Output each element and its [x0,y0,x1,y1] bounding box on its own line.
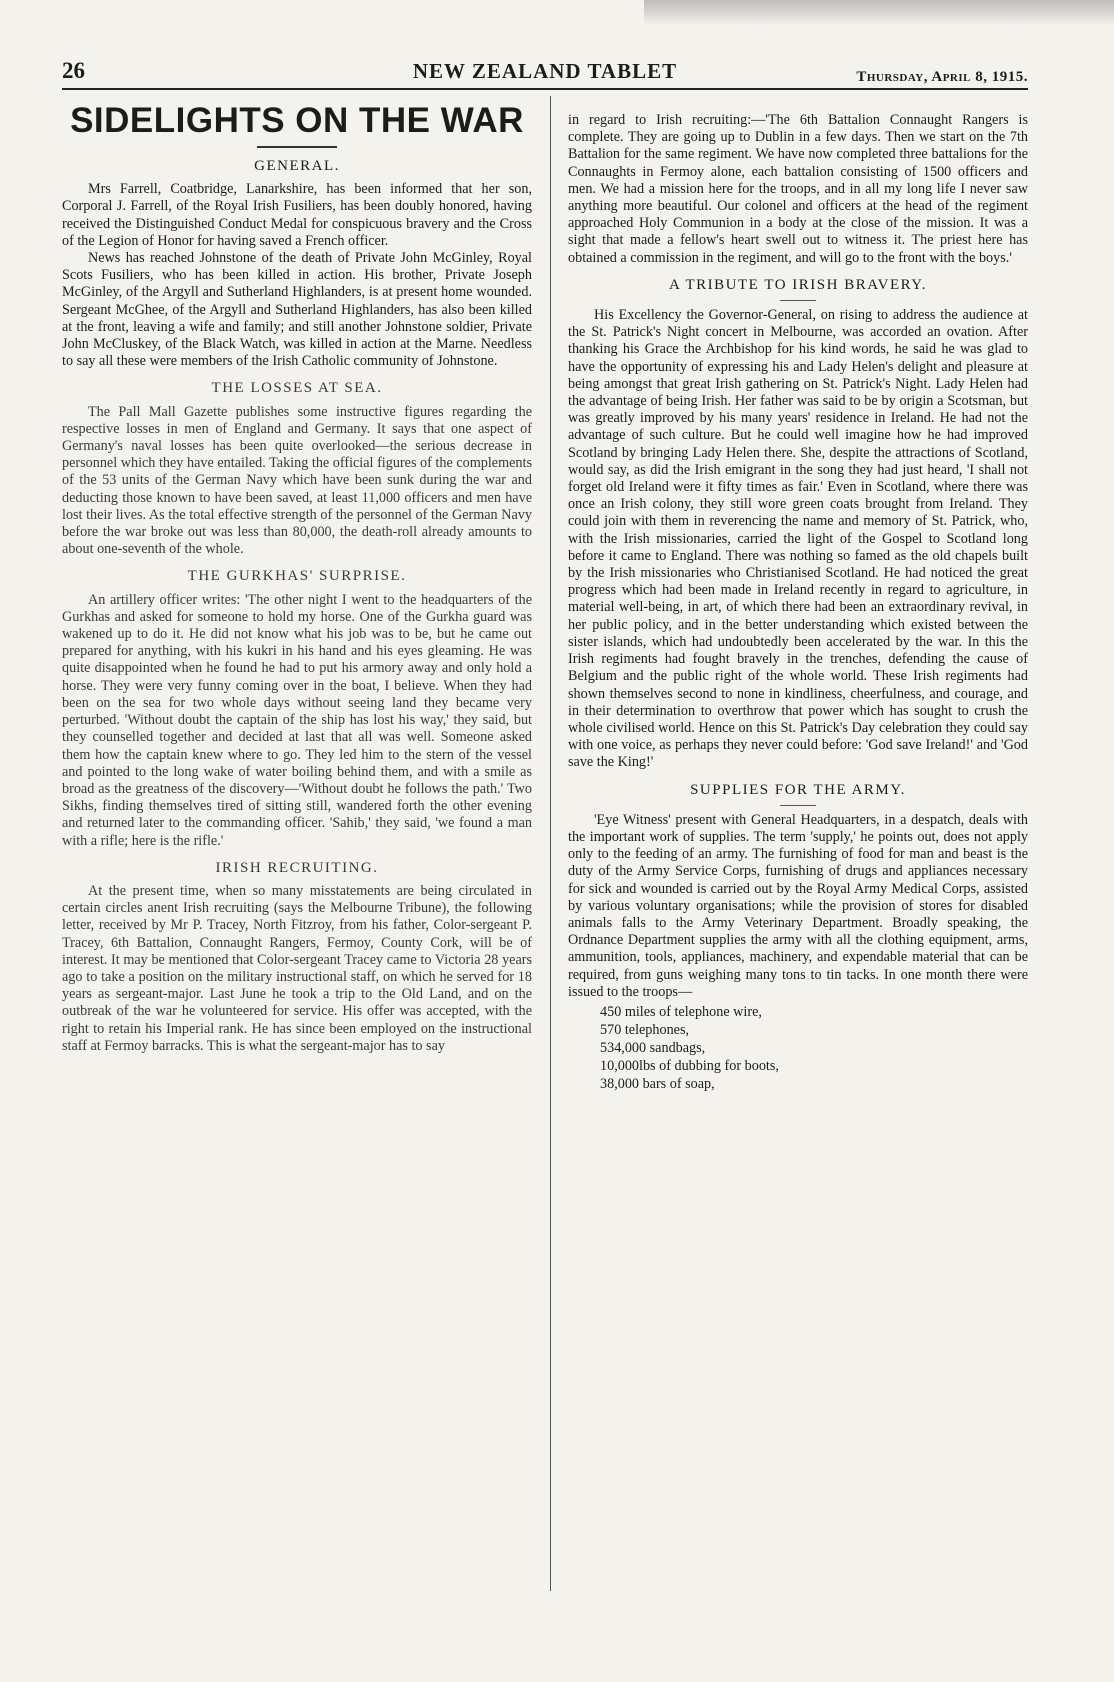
section-heading-supplies-for-army: SUPPLIES FOR THE ARMY. [690,781,906,798]
page-header [62,58,1028,90]
section-heading-irish-recruiting: IRISH RECRUITING. [215,859,379,876]
list-item: 570 telephones, [600,1021,690,1038]
list-item: 38,000 bars of soap, [600,1075,715,1092]
title-rule [257,146,337,148]
right-column [568,112,1028,1093]
column-divider [550,96,551,1591]
issue-date: Thursday, April 8, 1915. [856,69,1028,85]
list-item: 10,000lbs of dubbing for boots, [600,1057,779,1074]
paragraph: The Pall Mall Gazette publishes some instructive figures regarding the respective losses in men of England and Germany. It says that one aspect of Germany's naval losses has been quite overlooked—the serious decrease in personnel which they have entailed. Taking the official figures of the complements of the 53 units of the German Navy which have been sunk during the war and deducting those known to have been saved, at least 11,000 officers and men have lost their lives. As the total effective strength of the personnel of the German Navy before the war broke out was less than 80,000, the death-roll already amounts to about one-seventh of the whole. [62,403,532,558]
section-heading-losses-at-sea: THE LOSSES AT SEA. [211,380,383,397]
section-heading-gurkhas-surprise: THE GURKHAS' SURPRISE. [187,568,407,585]
paragraph: News has reached Johnstone of the death of Private John McGinley, Royal Scots Fusiliers, who has been killed in action. His brother, Private Joseph McGinley, of the Argyll and Sutherland Highlanders, is at present home wounded. Sergeant McGhee, of the Argyll and Sutherland Highlanders, has also been killed at the front, leaving a wife and family; and still another Johnstone soldier, Private John McCluskey, of the Black Watch, was killed in action at the Marne. Needless to say all these were members of the Irish Catholic community of Johnstone. [62,250,532,370]
article-title: SIDELIGHTS ON THE WAR [70,101,524,140]
paragraph: Mrs Farrell, Coatbridge, Lanarkshire, has been informed that her son, Corporal J. Farrell, of the Royal Irish Fusiliers, has been doubly honored, having received the Distinguished Conduct Medal for conspicuous bravery and the Cross of the Legion of Honor for having saved a French officer. [62,181,532,249]
list-item: 534,000 sandbags, [600,1039,706,1056]
list-item: 450 miles of telephone wire, [600,1003,762,1020]
page-number: 26 [62,58,85,83]
section-heading-tribute-irish-bravery: A TRIBUTE TO IRISH BRAVERY. [669,276,927,293]
section-rule [780,805,816,806]
left-column [62,98,532,1055]
supplies-list [600,1003,1028,1093]
paragraph: 'Eye Witness' present with General Headquarters, in a despatch, deals with the important work of supplies. The term 'supply,' he points out, does not apply only to the feeding of an army. The furnishing of food for man and beast is the duty of the Army Service Corps, furnishing of drugs and appliances necessary for sick and wounded is carried out by the Royal Army Medical Corps, assisted by various voluntary organisations; while the provision of stores for disabled animals falls to the Army Veterinary Department. Broadly speaking, the Ordnance Department supplies the army with all the clothing equipment, arms, ammunition, tools, appliances, machinery, and expendable material that can be required, from guns weighing many tons to tin tacks. In one month there were issued to the troops— [568,811,1028,1000]
paragraph-continued: in regard to Irish recruiting:—'The 6th Battalion Connaught Rangers is complete. They are going up to Dublin in a few days. Then we start on the 7th Battalion for the same regiment. We have now completed three battalions for the Connaughts in Fermoy alone, each battalion consisting of 1500 officers and men. We had a mission here for the troops, and in all my long life I never saw anything more beautiful. Our colonel and officers at the head of the regiment approached Holy Communion in a body at the close of the mission. It was a sight that made a fellow's heart swell out to witness it. The priest here has obtained a commission in the regiment, and will go to the front with the boys.' [568,112,1028,266]
paragraph: At the present time, when so many misstatements are being circulated in certain circles anent Irish recruiting (says the Melbourne Tribune), the following letter, received by Mr P. Tracey, North Fitzroy, from his father, Color-sergeant P. Tracey, 6th Battalion, Connaught Rangers, Fermoy, County Cork, will be of interest. It may be mentioned that Color-sergeant Tracey came to Victoria 28 years ago to take a position on the military instructional staff, on which he served for 18 years as sergeant-major. Last June he took a trip to the Old Land, and on the outbreak of the war he volunteered for service. His offer was accepted, with the right to retain his Imperial rank. He has since been employed on the instructional staff at Fermoy barracks. This is what the sergeant-major has to say [62,882,532,1054]
scan-shadow [644,0,1114,26]
section-rule [780,300,816,301]
paragraph: His Excellency the Governor-General, on rising to address the audience at the St. Patrick's Night concert in Melbourne, was accorded an ovation. After thanking his Grace the Archbishop for his kind words, he said he was glad to have the opportunity of expressing his and Lady Helen's delight and pleasure at being amongst that great Irish gathering on St. Patrick's Night. Lady Helen had the advantage of being Irish. Her father was said to be by origin a Scotsman, but was greatly improved by his many years' residence in Ireland. He had not the advantage of such culture. But he could well imagine how he had improved Scotland by bringing Lady Helen there. She, despite the attractions of Scotland, would say, as did the Irish emigrant in the song they had just heard, 'I shall not forget old Ireland were it fifty times as fair.' Even in Scotland, where there was once an Irish colony, they still wore green coats brought from Ireland. They could join with them in reverencing the name and memory of St. Patrick, who, with the Irish missionaries, carried the light of the Gospel to Scotland long before it came to England. There was nothing so famed as the old chapels built by the Irish missionaries who Christianised Scotland. He had noticed the great progress which had been made in Ireland recently in regard to agriculture, in material well-being, in art, of which there had been an extraordinary revival, in her public policy, and in the better understanding which existed between the sister islands, which had undoubtedly been accelerated by the war. In this the Irish regiments had fought bravely in the trenches, defending the cause of Belgium and the public right of the whole world. These Irish regiments had shown themselves second to none in kindliness, cheerfulness, and courage, and in their determination to overthrow that power which has sought to crush the whole civilised world. Hence on this St. Patrick's Day celebration they could say with one voice, as perhaps they never could before: 'God save Ireland!' and 'God save the King!' [568,307,1028,771]
paragraph: An artillery officer writes: 'The other night I went to the headquarters of the Gurkhas and asked for someone to hold my horse. One of the Gurkha guard was wakened up to do it. He did not know what his job was to be, but he came out prepared for anything, with his kukri in his hand and his eyes gleaming. He was quite disappointed when he found he had to put his armory away and only hold a horse. They were very funny coming over in the boat, I believe. When they had been on the sea for two whole days without seeing land they became very perturbed. 'Without doubt the captain of the ship has lost his way,' they said, but they counselled together and decided at last that all was well. Someone asked them how the captain knew where to go. They led him to the stern of the vessel and pointed to the long wake of water boiling behind them, and with a smile as broad as the greatness of the discovery—'Without doubt he follows the path.' Two Sikhs, finding themselves tired of sitting still, wandered forth the other evening and returned later to the commanding officer. 'Sahib,' they said, 'we found a man with a rifle; here is the rifle.' [62,591,532,849]
section-heading-general: GENERAL. [254,158,340,174]
publication-title: NEW ZEALAND TABLET [412,59,678,83]
